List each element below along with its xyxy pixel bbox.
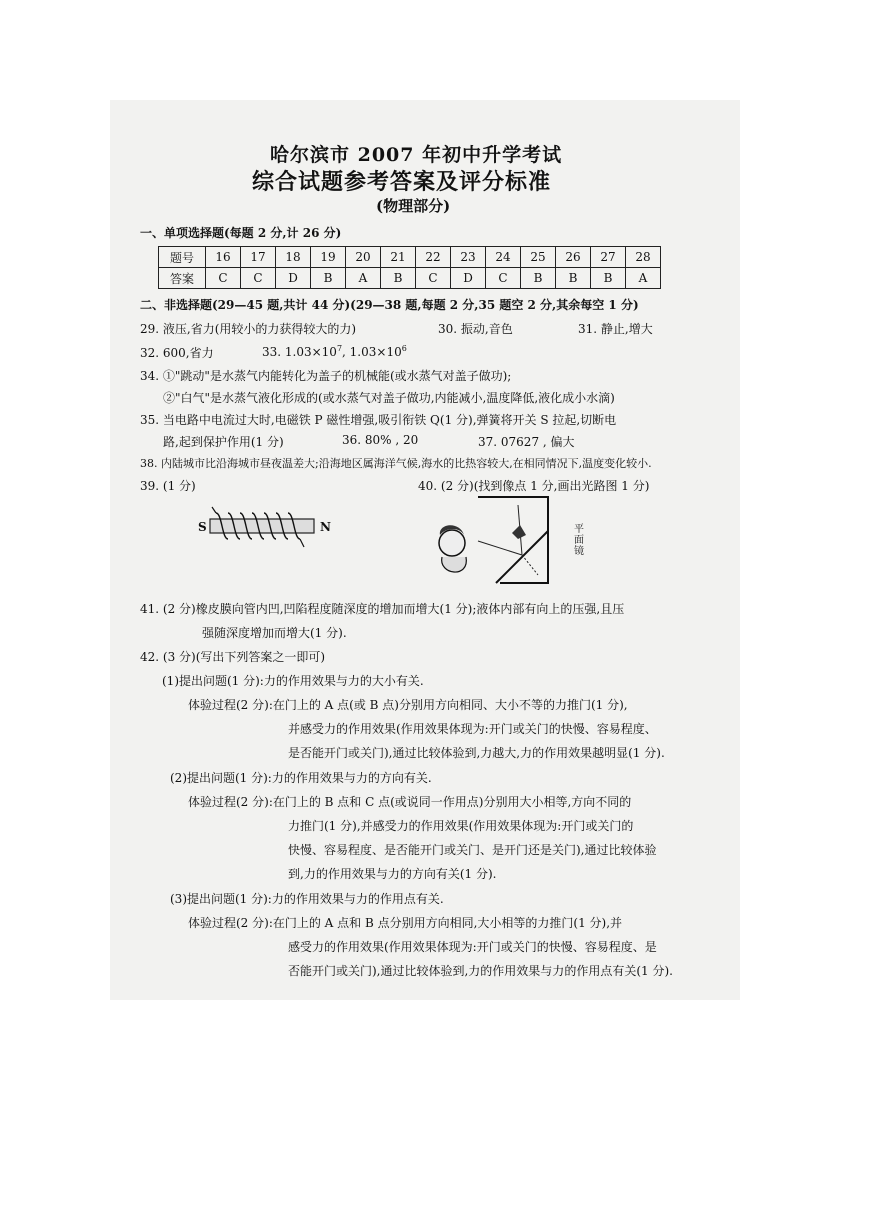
plane-mirror-diagram	[430, 495, 570, 590]
answer-42-3-line-3: 否能开门或关门),通过比较体验到,力的作用效果与力的作用点有关(1 分).	[288, 964, 673, 978]
girl-body-icon	[442, 557, 467, 572]
answer-42-1-line-3: 是否能开门或关门),通过比较体验到,力越大,力的作用效果越明显(1 分).	[288, 746, 665, 760]
answer-42: 42. (3 分)(写出下列答案之一即可)	[140, 650, 326, 664]
answer-34-line-2: ②"白气"是水蒸气液化形成的(或水蒸气对盖子做功,内能减小,温度降低,液化成小水滴)	[163, 391, 615, 405]
answer-42-3-line-2: 感受力的作用效果(作用效果体现为:开门或关门的快慢、容易程度、是	[288, 940, 657, 954]
image-ray	[522, 555, 538, 575]
answer-cell: C	[416, 268, 451, 289]
section-2-heading: 二、非选择题(29—45 题,共计 44 分)(29—38 题,每题 2 分,35 题空 2 分,其余每空 1 分)	[140, 298, 639, 312]
answer-35-line-2: 路,起到保护作用(1 分)	[163, 435, 284, 449]
question-number: 19	[311, 247, 346, 268]
mirror-label-char: 平	[574, 524, 584, 535]
answer-42-1-line-1: 体验过程(2 分):在门上的 A 点(或 B 点)分别用方向相同、大小不等的力推门(1 分),	[188, 698, 628, 712]
girl-head-icon	[439, 530, 465, 556]
answer-cell: B	[591, 268, 626, 289]
pole-label-n: N	[320, 520, 331, 534]
answer-cell: B	[556, 268, 591, 289]
answer-42-2-line-2: 力推门(1 分),并感受力的作用效果(作用效果体现为:开门或关门的	[288, 819, 634, 833]
question-number: 22	[416, 247, 451, 268]
mirror-label-char: 面	[574, 535, 584, 546]
table-row-label: 题号	[159, 247, 206, 268]
answer-31: 31. 静止,增大	[578, 322, 653, 336]
question-number: 27	[591, 247, 626, 268]
question-number: 23	[451, 247, 486, 268]
answer-cell: C	[241, 268, 276, 289]
question-number: 25	[521, 247, 556, 268]
answer-29: 29. 液压,省力(用较小的力获得较大的力)	[140, 322, 357, 336]
answer-42-2-line-4: 到,力的作用效果与力的方向有关(1 分).	[288, 867, 497, 881]
answer-36: 36. 80% , 20	[342, 433, 419, 447]
answer-33-part-a: 33. 1.03×10	[262, 345, 337, 359]
answer-42-2-question: (2)提出问题(1 分):力的作用效果与力的方向有关.	[170, 771, 432, 785]
room-outline	[478, 497, 548, 583]
answer-40: 40. (2 分)(找到像点 1 分,画出光路图 1 分)	[418, 479, 650, 493]
answer-cell: C	[486, 268, 521, 289]
answer-34-line-1: 34. ①"跳动"是水蒸气内能转化为盖子的机械能(或水蒸气对盖子做功);	[140, 369, 512, 383]
doc-part-label: (物理部分)	[376, 197, 451, 215]
answer-32: 32. 600,省力	[140, 346, 214, 360]
answer-38: 38. 内陆城市比沿海城市昼夜温差大;沿海地区属海洋气候,海水的比热容较大,在相同情况下,温度变化较小.	[140, 457, 652, 470]
reflected-ray	[478, 541, 522, 555]
section-1-heading: 一、单项选择题(每题 2 分,计 26 分)	[140, 226, 342, 240]
question-number: 18	[276, 247, 311, 268]
answer-cell: B	[521, 268, 556, 289]
answer-cell: B	[311, 268, 346, 289]
answer-42-1-line-2: 并感受力的作用效果(作用效果体现为:开门或关门的快慢、容易程度、	[288, 722, 657, 736]
pole-label-s: S	[198, 520, 207, 534]
answer-33-part-b: , 1.03×10	[342, 345, 402, 359]
answer-cell: A	[626, 268, 661, 289]
exponent: 7	[336, 344, 343, 353]
answer-42-2-line-3: 快慢、容易程度、是否能开门或关门、是开门还是关门),通过比较体验	[288, 843, 657, 857]
question-number: 26	[556, 247, 591, 268]
question-number: 20	[346, 247, 381, 268]
object-icon	[512, 525, 526, 539]
answer-41-line-1: 41. (2 分)橡皮膜向管内凹,凹陷程度随深度的增加而增大(1 分);液体内部有向上的压强,且压	[140, 602, 625, 616]
question-number: 24	[486, 247, 521, 268]
question-number: 16	[206, 247, 241, 268]
answer-42-2-line-1: 体验过程(2 分):在门上的 B 点和 C 点(或说同一作用点)分别用大小相等,方向不同的	[188, 795, 632, 809]
mirror-line	[496, 531, 548, 583]
answer-42-3-question: (3)提出问题(1 分):力的作用效果与力的作用点有关.	[170, 892, 444, 906]
answer-table-question-row	[159, 247, 661, 268]
answer-table	[158, 246, 661, 289]
answer-table-answer-row	[159, 268, 661, 289]
answer-39: 39. (1 分)	[140, 479, 196, 493]
answer-cell: D	[451, 268, 486, 289]
answer-33	[262, 344, 407, 359]
answer-42-1-question: (1)提出问题(1 分):力的作用效果与力的大小有关.	[162, 674, 424, 688]
answer-30: 30. 振动,音色	[438, 322, 513, 336]
doc-subtitle: 综合试题参考答案及评分标准	[252, 169, 552, 195]
mirror-label	[574, 524, 584, 557]
answer-35-line-1: 35. 当电路中电流过大时,电磁铁 P 磁性增强,吸引衔铁 Q(1 分),弹簧将开关 S 拉起,切断电	[140, 413, 617, 427]
answer-37: 37. 07627 , 偏大	[478, 435, 575, 449]
question-number: 28	[626, 247, 661, 268]
answer-cell: D	[276, 268, 311, 289]
answer-42-3-line-1: 体验过程(2 分):在门上的 A 点和 B 点分别用方向相同,大小相等的力推门(1 分),并	[188, 916, 623, 930]
answer-cell: C	[206, 268, 241, 289]
exponent: 6	[401, 344, 407, 353]
question-number: 17	[241, 247, 276, 268]
question-number: 21	[381, 247, 416, 268]
doc-title: 哈尔滨市 2007 年初中升学考试	[270, 144, 563, 166]
answer-cell: B	[381, 268, 416, 289]
mirror-label-char: 镜	[574, 546, 584, 557]
answer-cell: A	[346, 268, 381, 289]
iron-core	[210, 519, 314, 533]
table-row-label: 答案	[159, 268, 206, 289]
answer-41-line-2: 强随深度增加而增大(1 分).	[202, 626, 347, 640]
